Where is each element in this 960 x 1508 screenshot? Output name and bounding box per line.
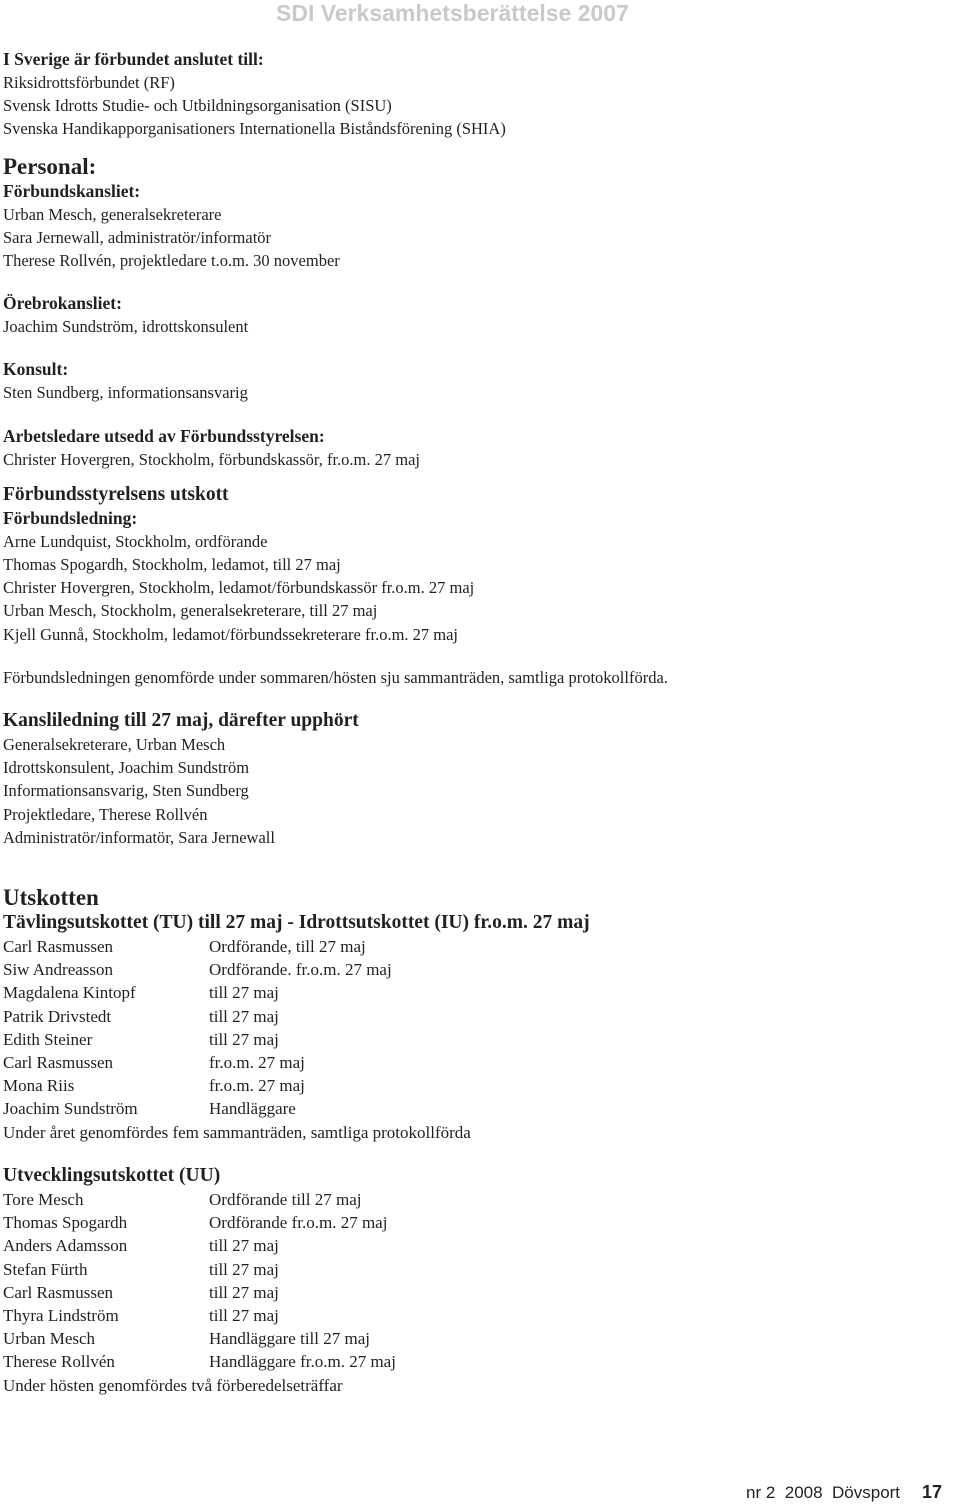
uu-member-row xyxy=(3,1234,933,1257)
uu-member-list xyxy=(3,1188,933,1374)
staff-line: Sara Jernewall, administratör/informatör xyxy=(3,227,272,247)
staff-line: Urban Mesch, generalsekreterare xyxy=(3,204,222,224)
staff-line: Sten Sundberg, informationsansvarig xyxy=(3,383,248,403)
member-role: till 27 maj xyxy=(209,1305,279,1325)
member-name: Joachim Sundström xyxy=(3,1099,138,1119)
member-name: Stefan Fürth xyxy=(3,1259,88,1279)
uu-member-row xyxy=(3,1258,933,1281)
tu-member-list xyxy=(3,935,933,1121)
utskotten-heading: Utskotten xyxy=(3,885,99,911)
utskott-heading: Förbundsstyrelsens utskott xyxy=(3,483,229,505)
ledning-member: Urban Mesch, Stockholm, generalsekreterare, till 27 maj xyxy=(3,601,378,621)
tu-member-row xyxy=(3,1074,933,1097)
tu-member-row xyxy=(3,958,933,981)
page-footer xyxy=(746,1482,942,1508)
member-name: Tore Mesch xyxy=(3,1189,84,1209)
member-name: Carl Rasmussen xyxy=(3,1053,114,1073)
member-role: till 27 maj xyxy=(209,1259,279,1279)
issue-label: nr 2 2008 Dövsport xyxy=(746,1483,901,1502)
member-name: Thomas Spogardh xyxy=(3,1213,128,1233)
uu-member-row xyxy=(3,1350,933,1373)
document-body xyxy=(3,48,933,1397)
affiliations-heading: I Sverige är förbundet anslutet till: xyxy=(3,49,264,69)
kansliet-heading: Förbundskansliet: xyxy=(3,180,141,201)
member-role: Ordförande fr.o.m. 27 maj xyxy=(209,1213,388,1233)
affiliation-item: Svenska Handikapporganisationers Internationella Biståndsförening (SHIA) xyxy=(3,119,506,139)
member-role: till 27 maj xyxy=(209,1282,279,1302)
orebro-heading: Örebrokansliet: xyxy=(3,293,122,314)
running-header: SDI Verksamhetsberättelse 2007 xyxy=(276,0,629,26)
member-name: Anders Adamsson xyxy=(3,1236,128,1256)
uu-member-row xyxy=(3,1304,933,1327)
member-role: Ordförande. fr.o.m. 27 maj xyxy=(209,960,392,980)
tu-member-row xyxy=(3,1051,933,1074)
member-name: Edith Steiner xyxy=(3,1029,93,1049)
tu-member-row xyxy=(3,1028,933,1051)
uu-member-row xyxy=(3,1281,933,1304)
tu-member-row xyxy=(3,981,933,1004)
member-role: Ordförande till 27 maj xyxy=(209,1189,362,1209)
ledning-member: Christer Hovergren, Stockholm, ledamot/förbundskassör fr.o.m. 27 maj xyxy=(3,578,475,598)
member-name: Siw Andreasson xyxy=(3,960,114,980)
tu-heading: Tävlingsutskottet (TU) till 27 maj - Idrottsutskottet (IU) fr.o.m. 27 maj xyxy=(3,912,590,934)
kansliledning-item: Idrottskonsulent, Joachim Sundström xyxy=(3,758,250,778)
ledning-member: Thomas Spogardh, Stockholm, ledamot, till 27 maj xyxy=(3,555,341,575)
member-role: Handläggare till 27 maj xyxy=(209,1329,370,1349)
affiliation-item: Svensk Idrotts Studie- och Utbildningsorganisation (SISU) xyxy=(3,96,392,116)
uu-heading: Utvecklingsutskottet (UU) xyxy=(3,1164,221,1186)
member-name: Thyra Lindström xyxy=(3,1305,119,1325)
member-name: Magdalena Kintopf xyxy=(3,983,136,1003)
kansliledning-item: Administratör/informatör, Sara Jernewall xyxy=(3,827,275,847)
member-role: till 27 maj xyxy=(209,1006,279,1026)
member-name: Carl Rasmussen xyxy=(3,1282,114,1302)
personal-heading: Personal: xyxy=(3,153,97,179)
uu-note: Under hösten genomfördes två förberedelseträffar xyxy=(3,1375,343,1395)
ledning-note: Förbundsledningen genomförde under sommaren/hösten sju sammanträden, samtliga protokollförda. xyxy=(3,667,668,687)
tu-note: Under året genomfördes fem sammanträden, samtliga protokollförda xyxy=(3,1122,471,1142)
tu-member-row xyxy=(3,935,933,958)
tu-member-row xyxy=(3,1097,933,1120)
tu-member-row xyxy=(3,1005,933,1028)
member-name: Urban Mesch xyxy=(3,1329,96,1349)
arbetsledare-heading: Arbetsledare utsedd av Förbundsstyrelsen: xyxy=(3,425,325,446)
uu-member-row xyxy=(3,1188,933,1211)
staff-line: Christer Hovergren, Stockholm, förbundskassör, fr.o.m. 27 maj xyxy=(3,449,420,469)
member-name: Therese Rollvén xyxy=(3,1352,115,1372)
uu-member-row xyxy=(3,1327,933,1350)
affiliation-item: Riksidrottsförbundet (RF) xyxy=(3,73,175,92)
member-role: Handläggare fr.o.m. 27 maj xyxy=(209,1352,396,1372)
uu-member-row xyxy=(3,1211,933,1234)
kansliledning-heading: Kansliledning till 27 maj, därefter upphört xyxy=(3,710,359,732)
kansliledning-item: Informationsansvarig, Sten Sundberg xyxy=(3,781,249,801)
ledning-member: Arne Lundquist, Stockholm, ordförande xyxy=(3,531,268,551)
kansliledning-item: Projektledare, Therese Rollvén xyxy=(3,804,208,824)
member-name: Carl Rasmussen xyxy=(3,937,114,957)
ledning-heading: Förbundsledning: xyxy=(3,507,138,528)
staff-line: Joachim Sundström, idrottskonsulent xyxy=(3,317,249,337)
member-name: Mona Riis xyxy=(3,1076,75,1096)
member-role: Handläggare xyxy=(209,1099,296,1119)
kansliledning-item: Generalsekreterare, Urban Mesch xyxy=(3,735,226,755)
staff-line: Therese Rollvén, projektledare t.o.m. 30 november xyxy=(3,251,340,271)
member-role: till 27 maj xyxy=(209,1029,279,1049)
member-role: till 27 maj xyxy=(209,1236,279,1256)
konsult-heading: Konsult: xyxy=(3,359,69,380)
member-role: fr.o.m. 27 maj xyxy=(209,1053,305,1073)
member-role: till 27 maj xyxy=(209,983,279,1003)
page-number: 17 xyxy=(922,1482,943,1502)
member-name: Patrik Drivstedt xyxy=(3,1006,112,1026)
member-role: fr.o.m. 27 maj xyxy=(209,1076,305,1096)
member-role: Ordförande, till 27 maj xyxy=(209,937,366,957)
ledning-member: Kjell Gunnå, Stockholm, ledamot/förbundssekreterare fr.o.m. 27 maj xyxy=(3,624,459,644)
